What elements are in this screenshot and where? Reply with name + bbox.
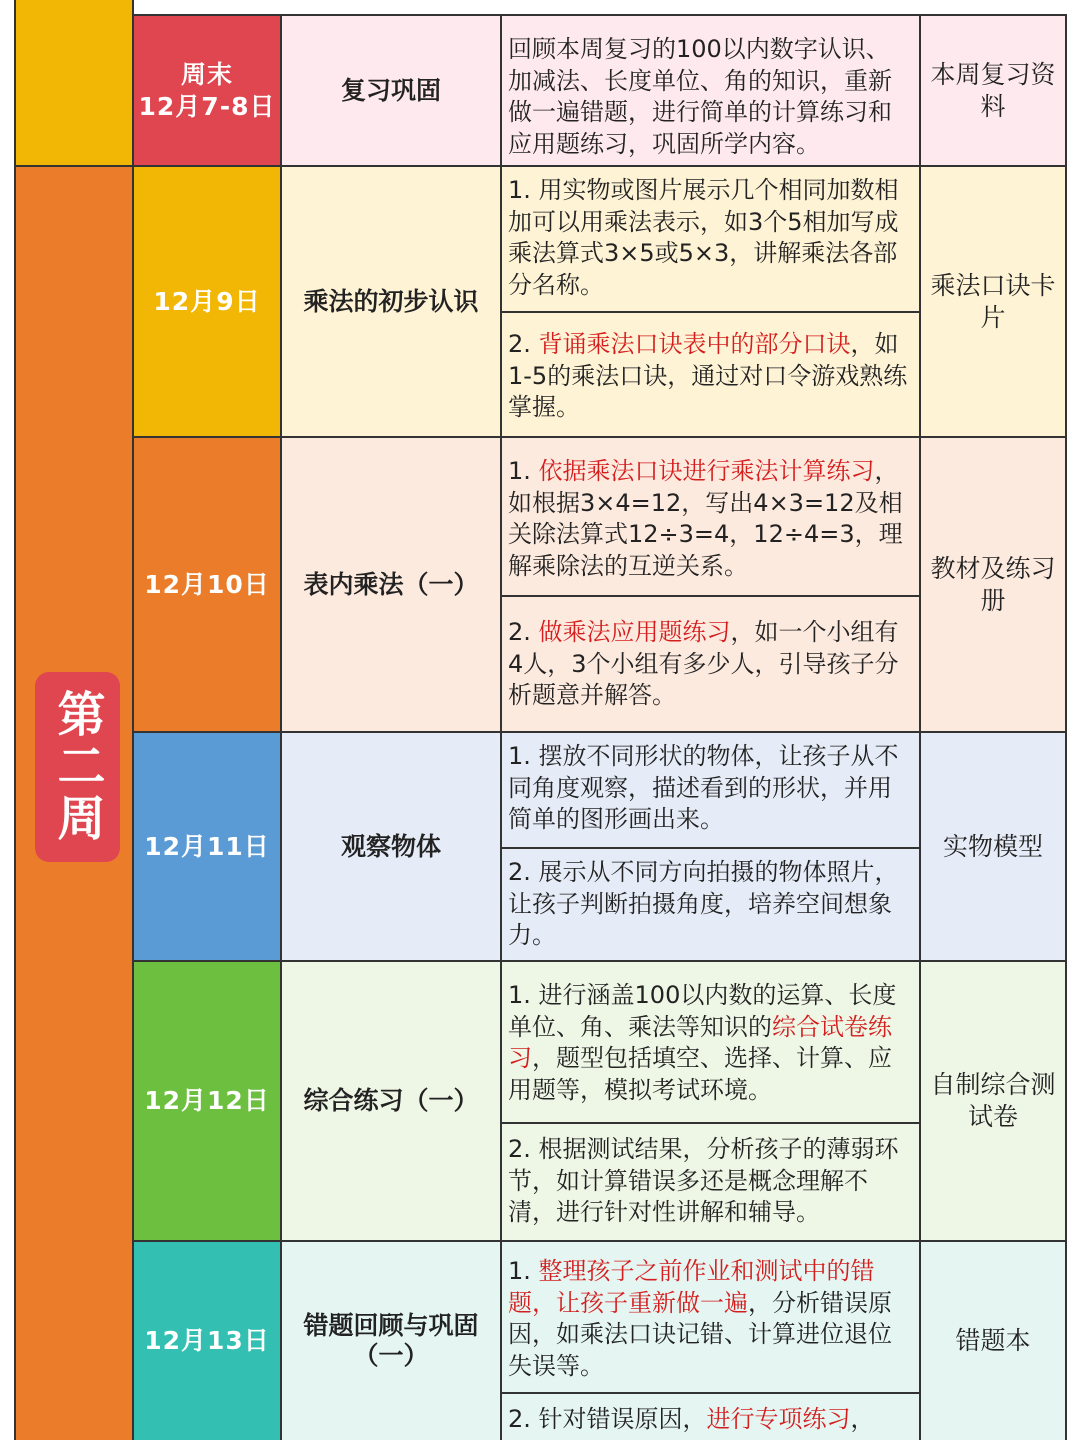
content-item xyxy=(502,438,921,597)
content-item xyxy=(502,1242,921,1394)
material-label: 自制综合测试卷 xyxy=(930,1070,1056,1131)
highlight-text: 依据乘法口诀进行乘法计算练习 xyxy=(538,457,875,485)
material-cell xyxy=(921,438,1067,733)
topic-label: 错题回顾与巩固（一） xyxy=(303,1311,479,1370)
content-item xyxy=(502,313,921,438)
date-label: 12月11日 xyxy=(144,831,270,861)
content-text: 1. xyxy=(508,457,539,485)
highlight-text: 进行专项练习 xyxy=(706,1405,851,1433)
material-label: 本周复习资料 xyxy=(930,59,1056,121)
topic-label: 乘法的初步认识 xyxy=(303,286,479,316)
topic-cell xyxy=(282,962,502,1242)
content-text: 1. 进行涵盖100以内数的运算、长度单位、角、乘法等知识的 xyxy=(508,981,897,1041)
content-item xyxy=(502,733,921,849)
topic-label: 观察物体 xyxy=(340,831,441,861)
content-item xyxy=(502,849,921,962)
topic-cell xyxy=(282,167,502,438)
date-label-line1: 周末 xyxy=(180,59,233,89)
topic-cell xyxy=(282,733,502,962)
content-item xyxy=(502,1394,921,1440)
topic-label: 表内乘法（一） xyxy=(303,569,479,599)
topic-label: 复习巩固 xyxy=(340,75,441,105)
content-text: ， xyxy=(850,1405,875,1433)
material-label: 实物模型 xyxy=(942,831,1043,861)
content-text: 1. 摆放不同形状的物体，让孩子从不同角度观察，描述看到的形状，并用简单的图形画出来。 xyxy=(508,742,899,833)
date-cell xyxy=(134,438,282,733)
date-label: 12月13日 xyxy=(144,1326,270,1355)
date-label-line2: 12月7-8日 xyxy=(138,91,276,121)
content-item xyxy=(502,1124,921,1242)
material-cell xyxy=(921,167,1067,438)
content-cell xyxy=(502,14,921,167)
content-text: 2. xyxy=(508,618,539,646)
material-cell xyxy=(921,962,1067,1242)
date-cell xyxy=(134,1242,282,1440)
material-label: 乘法口诀卡片 xyxy=(930,270,1056,332)
material-cell xyxy=(921,733,1067,962)
week-badge: 第二周 xyxy=(35,672,120,862)
date-label: 12月10日 xyxy=(144,569,270,599)
content-item xyxy=(502,167,921,313)
topic-cell xyxy=(282,438,502,733)
highlight-text: 做乘法应用题练习 xyxy=(538,618,731,646)
date-cell xyxy=(134,167,282,438)
date-cell-weekend xyxy=(134,14,282,167)
content-text: 1. 用实物或图片展示几个相同加数相加可以用乘法表示，如3个5相加写成乘法算式3×5或5×3，讲解乘法各部分名称。 xyxy=(508,176,899,299)
highlight-text: 整理孩子之前作业和测试中的错题，让孩子重新做一遍 xyxy=(508,1257,875,1317)
content-item xyxy=(502,597,921,733)
topic-cell xyxy=(282,14,502,167)
content-text: ，如根据3×4=12，写出4×3=12及相关除法算式12÷3=4，12÷4=3，理解乘除法的互逆关系。 xyxy=(508,457,903,580)
content-text: 1. xyxy=(508,1257,539,1285)
date-cell xyxy=(134,733,282,962)
material-label: 教材及练习册 xyxy=(930,553,1056,615)
highlight-text: 综合试卷练习 xyxy=(508,1012,892,1072)
content-text: ，题型包括填空、选择、计算、应用题等，模拟考试环境。 xyxy=(508,1044,892,1104)
date-label: 12月9日 xyxy=(153,286,261,316)
content-text: 2. xyxy=(508,330,539,358)
content-text: ，如一个小组有4人，3个小组有多少人，引导孩子分析题意并解答。 xyxy=(508,618,899,709)
material-cell xyxy=(921,1242,1067,1440)
content-item xyxy=(502,962,921,1124)
content-text: ，分析错误原因，如乘法口诀记错、计算进位退位失误等。 xyxy=(508,1288,892,1380)
content-text: 2. 根据测试结果，分析孩子的薄弱环节，如计算错误多还是概念理解不清，进行针对性讲解和辅导。 xyxy=(508,1135,899,1226)
topic-cell xyxy=(282,1242,502,1440)
content-text: 2. 针对错误原因， xyxy=(508,1405,707,1433)
topic-label: 综合练习（一） xyxy=(303,1086,479,1115)
week-column-previous xyxy=(14,0,134,167)
content-text: 回顾本周复习的100以内数字认识、加减法、长度单位、角的知识，重新做一遍错题，进行简单的计算练习和应用题练习，巩固所学内容。 xyxy=(508,35,892,158)
content-text: 2. 展示从不同方向拍摄的物体照片，让孩子判断拍摄角度，培养空间想象力。 xyxy=(508,858,899,949)
date-label: 12月12日 xyxy=(144,1086,270,1115)
date-cell xyxy=(134,962,282,1242)
material-label: 错题本 xyxy=(955,1326,1031,1355)
highlight-text: 背诵乘法口诀表中的部分口诀 xyxy=(538,330,851,358)
material-cell xyxy=(921,14,1067,167)
content-text: ，如1-5的乘法口诀，通过对口令游戏熟练掌握。 xyxy=(508,330,908,421)
